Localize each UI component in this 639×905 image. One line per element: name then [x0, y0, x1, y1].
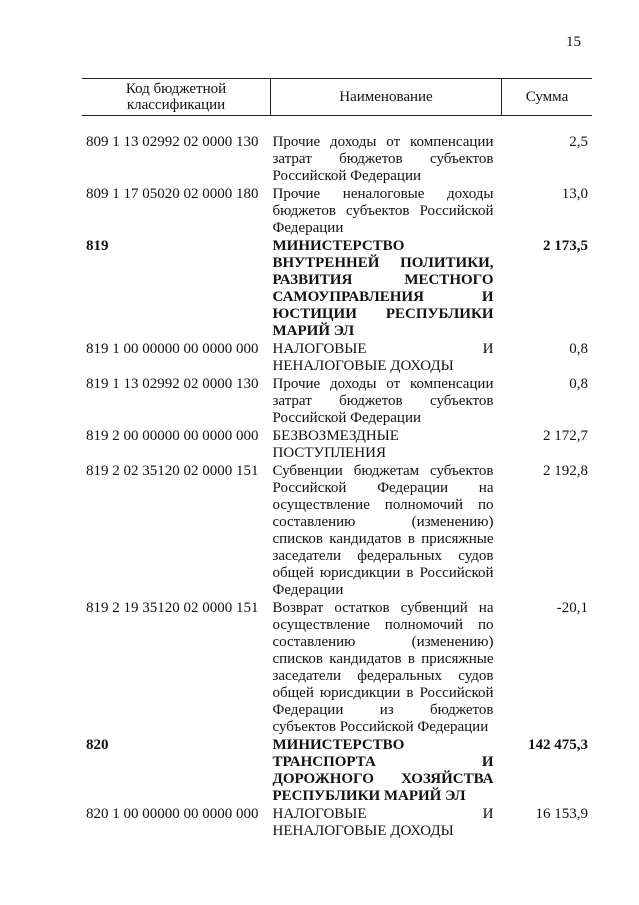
cell-name: БЕЗВОЗМЕЗДНЫЕ ПОСТУПЛЕНИЯ	[272, 428, 399, 461]
cell-code: 819 2 19 35120 02 0000 151	[86, 600, 259, 616]
cell-sum: 0,8	[569, 376, 588, 392]
cell-sum: 0,8	[569, 341, 588, 357]
table-row	[82, 737, 592, 806]
cell-code: 809 1 13 02992 02 0000 130	[86, 134, 259, 150]
cell-sum: -20,1	[556, 600, 588, 616]
table-row	[82, 463, 592, 600]
cell-sum: 2,5	[569, 134, 588, 150]
cell-name: НАЛОГОВЫЕ И НЕНАЛОГОВЫЕ ДОХОДЫ	[272, 806, 494, 839]
column-header-name: Наименование	[271, 79, 502, 116]
cell-code: 819 2 02 35120 02 0000 151	[86, 463, 259, 479]
table-row	[82, 238, 592, 341]
cell-code: 819 1 13 02992 02 0000 130	[86, 376, 259, 392]
cell-code: 819 1 00 00000 00 0000 000	[86, 341, 259, 357]
table-header-row	[82, 79, 592, 116]
cell-sum: 16 153,9	[535, 806, 588, 822]
column-header-code: Код бюджетной классификации	[82, 79, 271, 116]
cell-sum: 2 172,7	[543, 428, 588, 444]
cell-code: 819 2 00 00000 00 0000 000	[86, 428, 259, 444]
table-body	[82, 116, 592, 842]
cell-code: 819	[86, 238, 109, 254]
header-spacer	[82, 116, 592, 135]
table-row	[82, 376, 592, 428]
cell-sum: 2 192,8	[543, 463, 588, 479]
cell-name: Субвенции бюджетам субъектов Российской Федерации на осуществление полномочий по составлению (изменению) списков кандидатов в присяжные заседатели федеральных судов общей юрисдикции в Российской Федерации	[272, 463, 494, 598]
cell-sum: 13,0	[561, 186, 588, 202]
cell-name: Возврат остатков субвенций на осуществление полномочий по составлению (изменению) списков кандидатов в присяжные заседатели федеральных судов общей юрисдикции в Российской Федерации из бюджетов субъектов Российской Федерации	[272, 600, 494, 735]
cell-code: 809 1 17 05020 02 0000 180	[86, 186, 259, 202]
cell-code: 820 1 00 00000 00 0000 000	[86, 806, 259, 822]
column-header-sum: Сумма	[502, 79, 593, 116]
table-row	[82, 806, 592, 841]
cell-name: МИНИСТЕРСТВО ТРАНСПОРТА И ДОРОЖНОГО ХОЗЯЙСТВА РЕСПУБЛИКИ МАРИЙ ЭЛ	[272, 737, 494, 804]
table-row	[82, 134, 592, 186]
cell-name: Прочие доходы от компенсации затрат бюджетов субъектов Российской Федерации	[272, 376, 494, 426]
cell-sum: 2 173,5	[543, 238, 588, 254]
cell-name: НАЛОГОВЫЕ И НЕНАЛОГОВЫЕ ДОХОДЫ	[272, 341, 494, 374]
table-row	[82, 428, 592, 463]
table-row	[82, 600, 592, 737]
table-row	[82, 186, 592, 238]
budget-table	[82, 78, 592, 841]
page-number: 15	[566, 34, 581, 50]
cell-name: МИНИСТЕРСТВО ВНУТРЕННЕЙ ПОЛИТИКИ, РАЗВИТИЯ МЕСТНОГО САМОУПРАВЛЕНИЯ И ЮСТИЦИИ РЕСПУБЛИКИ МАРИЙ ЭЛ	[272, 238, 494, 339]
table-row	[82, 341, 592, 376]
cell-sum: 142 475,3	[528, 737, 588, 753]
cell-name: Прочие неналоговые доходы бюджетов субъектов Российской Федерации	[272, 186, 494, 236]
cell-code: 820	[86, 737, 109, 753]
cell-name: Прочие доходы от компенсации затрат бюджетов субъектов Российской Федерации	[272, 134, 494, 184]
